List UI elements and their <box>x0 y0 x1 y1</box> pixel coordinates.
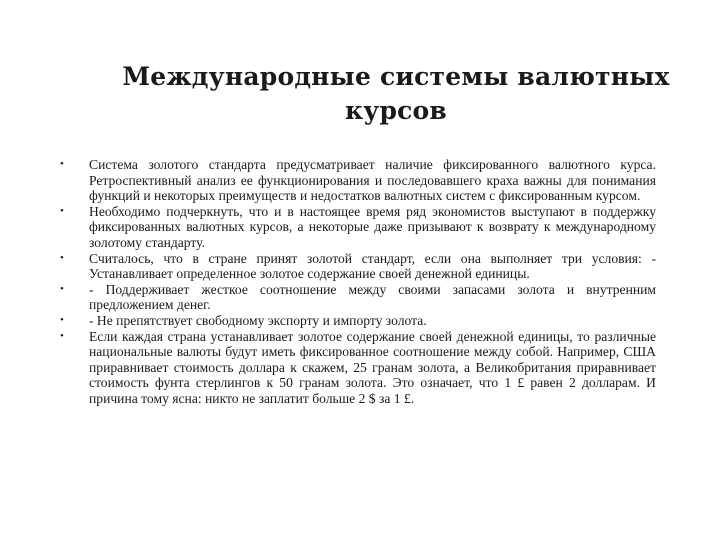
bullet-text: Если каждая страна устанавливает золотое содержание своей денежной единицы, то различные национальные валюты будут иметь фиксированное соотношение между собой. Например, США приравнивает стоимость доллара к скажем, 25 гранам золота, а Великобритания приравнивает стоимость фунта стерлингов к 50 гранам золота. Это означает, что 1 £ равен 2 долларам. И причина тому ясна: никто не заплатит больше 2 $ за 1 £. <box>89 328 656 406</box>
bullet-item <box>60 282 656 313</box>
bullet-dot-icon: • <box>60 204 64 217</box>
bullet-text: - Поддерживает жесткое соотношение между своими запасами золота и внутренним предложением денег. <box>89 281 656 313</box>
bullet-item <box>60 204 656 251</box>
bullet-list <box>60 157 656 407</box>
bullet-dot-icon: • <box>60 313 64 326</box>
bullet-item <box>60 251 656 282</box>
slide-title: Международные системы валютных курсов <box>122 62 670 125</box>
bullet-dot-icon: • <box>60 282 64 295</box>
bullet-text: Считалось, что в стране принят золотой стандарт, если она выполняет три условия: - Устанавливает определенное золотое содержание своей денежной единицы. <box>89 250 656 282</box>
bullet-item <box>60 329 656 407</box>
bullet-item <box>60 157 656 204</box>
bullet-text: - Не препятствует свободному экспорту и импорту золота. <box>89 312 427 328</box>
bullet-dot-icon: • <box>60 329 64 342</box>
bullet-text: Система золотого стандарта предусматривает наличие фиксированного валютного курса. Ретроспективный анализ ее функционирования и последовавшего краха важны для понимания функций и некоторых преимуществ и недостатков валютных систем с фиксированным курсом. <box>89 157 656 204</box>
bullet-dot-icon: • <box>60 251 64 264</box>
bullet-text: Необходимо подчеркнуть, что и в настоящее время ряд экономистов выступают в поддержку фиксированных валютных курсов, а некоторые даже призывают к возврату к международному золотому стандарту. <box>89 203 656 250</box>
bullet-item <box>60 313 656 329</box>
bullet-dot-icon: • <box>60 158 64 170</box>
